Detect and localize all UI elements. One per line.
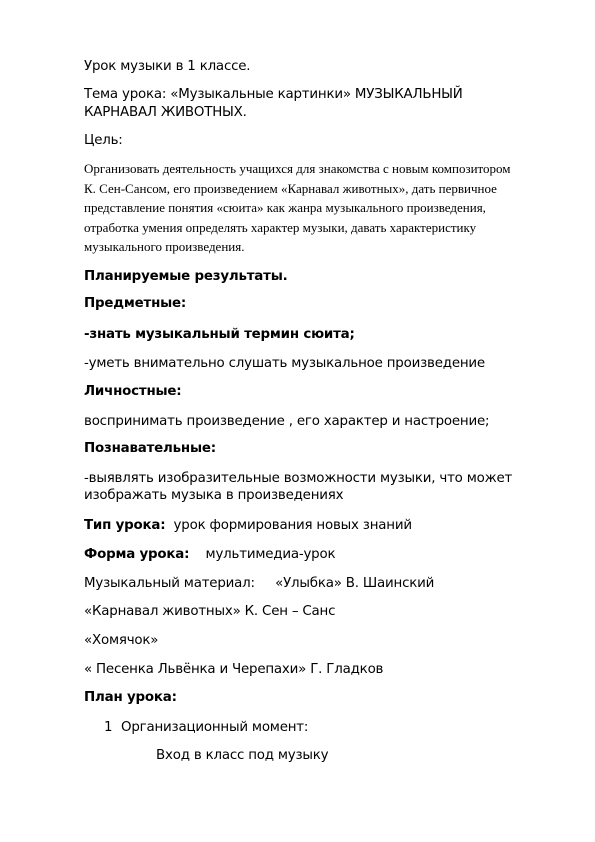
lesson-form-value: мультимедиа-урок xyxy=(189,547,336,562)
cognitive-line-1: -выявлять изобразительные возможности музыки, что может xyxy=(84,471,513,486)
plan-heading: План урока: xyxy=(84,690,177,705)
goal-line-1: Организовать деятельность учащихся для знакомства с новым композитором xyxy=(84,161,511,176)
material-line: Музыкальный материал: «Улыбка» В. Шаинский xyxy=(84,576,435,591)
personal-results-heading: Личностные: xyxy=(84,384,182,399)
plan-item-1-subtext: Вход в класс под музыку xyxy=(156,748,329,763)
goal-line-2: К. Сен-Сансом, его произведением «Карнавал животных», дать первичное xyxy=(84,180,497,196)
lesson-type-line xyxy=(84,517,412,534)
planned-results-heading: Планируемые результаты. xyxy=(84,269,288,284)
material-item-4: « Песенка Львёнка и Черепахи» Г. Гладков xyxy=(84,662,384,677)
lesson-type-label: Тип урока: xyxy=(84,518,166,533)
lesson-form-line xyxy=(84,546,335,563)
topic-line-2: КАРНАВАЛ ЖИВОТНЫХ. xyxy=(84,105,247,120)
goal-label: Цель: xyxy=(84,133,123,148)
goal-line-4: отработка умения определять характер музыки, давать характеристику xyxy=(84,219,477,235)
cognitive-results-heading: Познавательные: xyxy=(84,441,216,456)
subject-item-2: -уметь внимательно слушать музыкальное произведение xyxy=(84,356,485,371)
cognitive-line-2: изображать музыка в произведениях xyxy=(84,488,344,503)
lesson-title: Урок музыки в 1 классе. xyxy=(84,59,251,74)
topic-line-1: Тема урока: «Музыкальные картинки» МУЗЫКАЛЬНЫЙ xyxy=(84,87,463,102)
material-item-3: «Хомячок» xyxy=(84,633,159,648)
plan-item-1-number: 1 xyxy=(104,720,113,735)
personal-item: воспринимать произведение , его характер и настроение; xyxy=(84,414,490,429)
material-item-2: «Карнавал животных» К. Сен – Санс xyxy=(84,604,336,619)
lesson-type-value: урок формирования новых знаний xyxy=(165,518,412,533)
plan-item-1-text: Организационный момент: xyxy=(121,720,309,735)
subject-item-1: -знать музыкальный термин сюита; xyxy=(84,327,355,342)
subject-results-heading: Предметные: xyxy=(84,296,187,311)
goal-line-5: музыкального произведения. xyxy=(84,239,245,254)
lesson-form-label: Форма урока: xyxy=(84,547,190,562)
goal-line-3: представление понятия «сюита» как жанра музыкального произведения, xyxy=(84,200,486,215)
